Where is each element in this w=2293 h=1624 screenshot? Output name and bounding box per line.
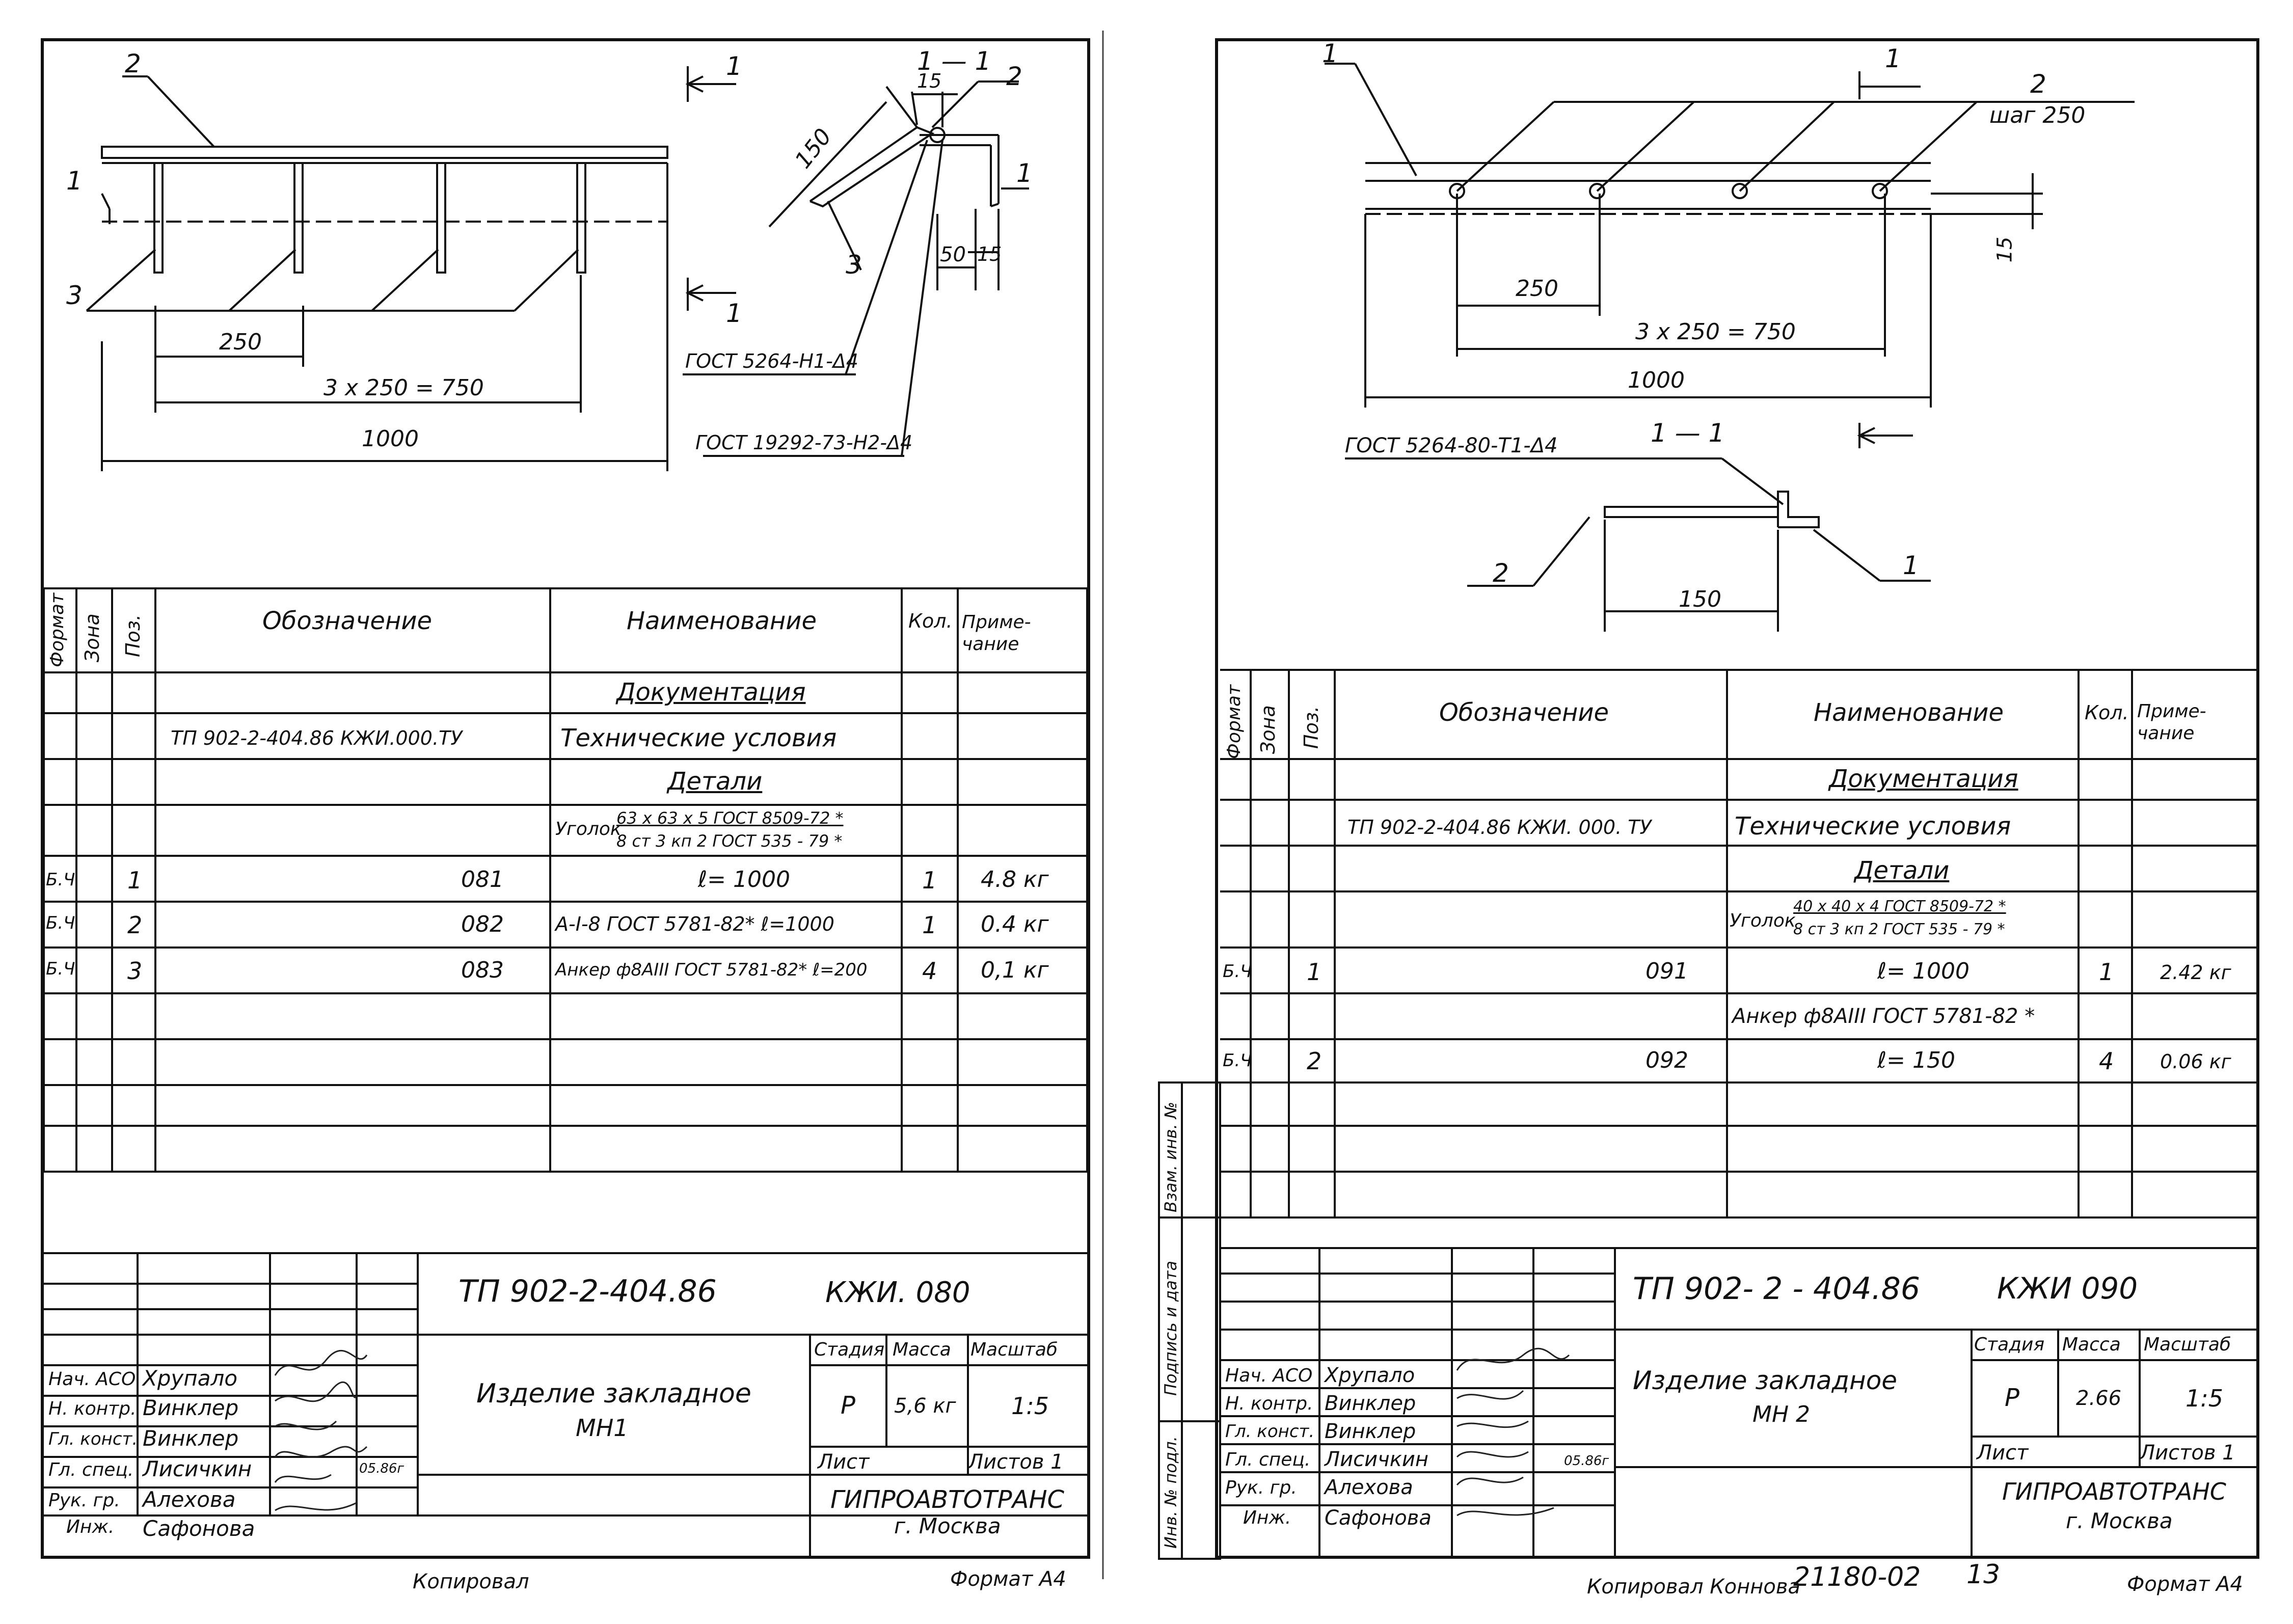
left-person-6-role: Инж.: [66, 1517, 115, 1537]
left-ugolok-top: 63 х 63 х 5 ГОСТ 8509-72 *: [616, 808, 844, 828]
right-ugolok-top: 40 х 40 х 4 ГОСТ 8509-72 *: [1793, 898, 2006, 915]
left-mass-header: Масса: [893, 1339, 951, 1360]
left-row-1-pos: 1: [127, 867, 143, 894]
left-title-code: ТП 902-2-404.86: [458, 1274, 717, 1309]
right-scale-header: Масштаб: [2144, 1334, 2231, 1355]
right-section-docs: Документация: [1829, 765, 2018, 793]
right-mass: 2.66: [2076, 1387, 2122, 1410]
left-anchor-4: [577, 163, 585, 273]
left-person-1-name: Хрупало: [143, 1366, 238, 1391]
right-row-2-name: Анкер ф8АIII ГОСТ 5781-82 *: [1732, 1005, 2035, 1028]
right-dim-250: 250: [1516, 276, 1558, 302]
right-hdr-note: Приме-чание: [2137, 701, 2206, 744]
left-row-1-qty: 1: [922, 867, 937, 894]
right-person-3-role: Гл. конст.: [1225, 1421, 1315, 1442]
right-title-sheet-code: КЖИ 090: [1997, 1271, 2138, 1306]
left-gost-note-2: ГОСТ 19292-73-Н2-Δ4: [695, 431, 913, 454]
left-dim-150: 150: [790, 123, 837, 174]
right-footer-left: Копировал Коннова: [1587, 1575, 1800, 1599]
left-footer-left: Копировал: [413, 1570, 529, 1593]
left-stage-header: Стадия: [814, 1339, 885, 1360]
right-mark-1-top: 1: [1885, 44, 1901, 73]
left-row-3-pos: 3: [127, 957, 143, 985]
left-pos-3-section: 3: [846, 250, 862, 280]
left-row-3-note: 0,1 кг: [981, 957, 1049, 983]
left-row-2-note: 0.4 кг: [981, 911, 1049, 937]
right-row-3-format: Б.Ч: [1223, 1050, 1252, 1071]
left-anchor-2: [294, 163, 303, 273]
left-hdr-note: Приме-чание: [962, 612, 1031, 655]
left-rebar-plate: [102, 147, 667, 158]
right-title-product: Изделие закладное: [1633, 1366, 1898, 1395]
left-pos-2: 2: [125, 49, 141, 78]
right-sheets-header: Листов 1: [2140, 1441, 2235, 1465]
left-row-2-designation: 082: [461, 911, 504, 937]
right-row-1-designation: 091: [1645, 958, 1688, 984]
right-hdr-zone: Зона: [1257, 705, 1279, 754]
right-org: ГИПРОАВТОТРАНС: [2002, 1478, 2226, 1505]
left-row-2-name: А-I-8 ГОСТ 5781-82* ℓ=1000: [555, 913, 834, 935]
left-section-docs: Документация: [616, 678, 806, 707]
right-person-1-role: Нач. АСО: [1225, 1365, 1313, 1386]
right-footer-page: 13: [1966, 1559, 2001, 1590]
left-row-1-name: ℓ= 1000: [698, 867, 791, 892]
right-row-3-qty: 4: [2099, 1047, 2114, 1075]
left-dim-1000: 1000: [362, 426, 419, 452]
right-row-3-note: 0.06 кг: [2160, 1050, 2231, 1073]
left-mark-1-right: 1: [1016, 158, 1033, 188]
right-footer-right: Формат А4: [2127, 1573, 2243, 1596]
right-section-parts: Детали: [1854, 856, 1950, 885]
right-stage-header: Стадия: [1974, 1334, 2045, 1355]
right-hdr-name: Наименование: [1814, 698, 2004, 727]
left-pos-2-section: 2: [1006, 62, 1022, 91]
left-section-parts: Детали: [667, 767, 763, 796]
left-pos-3: 3: [66, 281, 83, 310]
right-row-3-pos: 2: [1307, 1047, 1322, 1075]
left-row-1-format: Б.Ч: [46, 870, 75, 890]
left-row-3-name: Анкер ф8АIII ГОСТ 5781-82* ℓ=200: [555, 960, 868, 980]
left-scale-header: Масштаб: [970, 1339, 1058, 1360]
right-person-2-name: Винклер: [1325, 1392, 1416, 1415]
right-row-1-pos: 1: [1307, 958, 1322, 986]
right-mass-header: Масса: [2062, 1334, 2121, 1355]
left-person-2-name: Винклер: [143, 1395, 239, 1420]
left-org: ГИПРОАВТОТРАНС: [830, 1485, 1065, 1514]
left-scale: 1:5: [1011, 1392, 1049, 1420]
right-dim-15: 15: [1993, 236, 2017, 263]
right-person-2-role: Н. контр.: [1225, 1393, 1313, 1414]
right-person-4-role: Гл. спец.: [1225, 1449, 1311, 1470]
right-person-1-name: Хрупало: [1325, 1364, 1415, 1387]
side-stamp-sign: Подпись и дата: [1161, 1260, 1180, 1396]
left-hdr-pos: Поз.: [122, 614, 144, 657]
right-scale: 1:5: [2186, 1385, 2224, 1412]
left-person-5-name: Алехова: [143, 1487, 236, 1512]
left-hdr-format: Формат: [47, 592, 68, 667]
right-hdr-qty: Кол.: [2085, 701, 2129, 724]
left-person-6-name: Сафонова: [143, 1516, 255, 1541]
right-sheet-header: Лист: [1977, 1441, 2029, 1465]
left-doc-name: Технические условия: [560, 724, 837, 752]
left-person-2-role: Н. контр.: [48, 1398, 137, 1419]
left-title-product: Изделие закладное: [476, 1378, 751, 1409]
left-dim-15-top: 15: [917, 70, 942, 92]
right-person-6-role: Инж.: [1243, 1507, 1291, 1528]
right-person-6-name: Сафонова: [1325, 1506, 1432, 1530]
right-row-1-qty: 1: [2099, 958, 2114, 986]
right-doc-designation: ТП 902-2-404.86 КЖИ. 000. ТУ: [1347, 816, 1652, 838]
right-sheet: [1215, 38, 2259, 1559]
side-stamp-vzam: Взам. инв. №: [1161, 1101, 1180, 1212]
right-person-5-name: Алехова: [1325, 1476, 1413, 1499]
left-hdr-qty: Кол.: [908, 610, 953, 632]
right-hdr-designation: Обозначение: [1439, 698, 1609, 727]
left-row-2-format: Б.Ч: [46, 913, 75, 933]
left-ugolok-bottom: 8 ст 3 кп 2 ГОСТ 535 - 79 *: [616, 831, 843, 851]
left-row-3-format: Б.Ч: [46, 959, 75, 979]
left-row-2-pos: 2: [127, 911, 143, 939]
left-person-3-role: Гл. конст.: [48, 1429, 138, 1449]
left-title-sheet-code: КЖИ. 080: [825, 1276, 970, 1309]
left-dim-15-side: 15: [977, 243, 1002, 265]
right-title-product-mark: МН 2: [1752, 1401, 1811, 1427]
left-row-3-qty: 4: [922, 957, 937, 985]
left-anchor-3: [437, 163, 445, 273]
right-hdr-pos: Поз.: [1300, 706, 1323, 749]
right-gost-note: ГОСТ 5264-80-Т1-Δ4: [1345, 434, 1558, 457]
left-anchor-1: [154, 163, 163, 273]
left-person-4-role: Гл. спец.: [48, 1459, 134, 1480]
left-doc-designation: ТП 902-2-404.86 КЖИ.000.ТУ: [171, 727, 463, 749]
left-person-1-role: Нач. АСО: [48, 1369, 136, 1390]
left-mark-1-bottom: 1: [726, 299, 742, 328]
left-date-note: 05.86г: [359, 1461, 404, 1476]
left-gost-note-1: ГОСТ 5264-Н1-Δ4: [685, 350, 858, 372]
right-dim-3x250: 3 х 250 = 750: [1635, 319, 1796, 345]
right-hdr-format: Формат: [1224, 684, 1245, 759]
left-dim-50: 50: [940, 243, 966, 266]
right-row-1-format: Б.Ч: [1223, 961, 1252, 982]
right-pos-1-section: 1: [1903, 551, 1919, 580]
right-row-1-note: 2.42 кг: [2160, 961, 2231, 984]
left-mark-1-side: 1: [66, 166, 83, 196]
right-ugolok: Уголок: [1730, 910, 1796, 931]
right-footer-code: 21180-02: [1793, 1562, 1921, 1592]
right-row-1-name: ℓ= 1000: [1877, 958, 1970, 984]
right-step: шаг 250: [1989, 102, 2086, 128]
right-section-label: 1 — 1: [1651, 418, 1725, 448]
right-date-note: 05.86г: [1564, 1453, 1609, 1469]
left-person-5-role: Рук. гр.: [48, 1490, 120, 1511]
right-city: г. Москва: [2066, 1508, 2173, 1533]
right-dim-150: 150: [1679, 586, 1721, 612]
left-stage: Р: [841, 1391, 855, 1420]
left-ugolok: Уголок: [555, 819, 622, 840]
left-row-1-note: 4.8 кг: [981, 867, 1049, 892]
right-row-3-name: ℓ= 150: [1877, 1047, 1956, 1073]
right-pos-1: 1: [1322, 39, 1338, 68]
left-hdr-designation: Обозначение: [262, 607, 433, 635]
right-row-3-designation: 092: [1645, 1047, 1688, 1073]
left-hdr-name: Наименование: [627, 607, 817, 635]
right-person-4-name: Лисичкин: [1325, 1448, 1429, 1471]
right-dim-1000: 1000: [1628, 367, 1685, 393]
left-sheet-header: Лист: [818, 1450, 870, 1474]
right-pos-2-section: 2: [1493, 558, 1509, 588]
left-sheets-header: Листов 1: [968, 1450, 1064, 1474]
right-title-code: ТП 902- 2 - 404.86: [1633, 1271, 1920, 1307]
right-doc-name: Технические условия: [1735, 812, 2011, 841]
left-row-2-qty: 1: [922, 911, 937, 939]
right-stage: Р: [2005, 1384, 2019, 1412]
left-title-product-mark: МН1: [576, 1414, 629, 1442]
left-hdr-zone: Зона: [81, 613, 103, 662]
right-person-5-role: Рук. гр.: [1225, 1477, 1297, 1498]
left-section-label: 1 — 1: [917, 46, 991, 76]
left-footer-right: Формат А4: [950, 1567, 1066, 1591]
left-dim-250: 250: [219, 329, 262, 355]
right-person-3-name: Винклер: [1325, 1420, 1416, 1443]
left-row-1-designation: 081: [461, 867, 504, 892]
left-city: г. Москва: [894, 1513, 1001, 1538]
left-person-4-name: Лисичкин: [143, 1456, 252, 1481]
left-person-3-name: Винклер: [143, 1426, 239, 1451]
side-stamp-inv: Инв. № подл.: [1161, 1436, 1180, 1549]
left-dim-3x250: 3 x 250 = 750: [323, 375, 484, 401]
right-pos-2: 2: [2030, 69, 2046, 99]
left-mark-1-top: 1: [726, 51, 742, 81]
left-mass: 5,6 кг: [894, 1394, 956, 1418]
left-row-3-designation: 083: [461, 957, 504, 983]
right-ugolok-bottom: 8 ст 3 кп 2 ГОСТ 535 - 79 *: [1793, 921, 2005, 938]
